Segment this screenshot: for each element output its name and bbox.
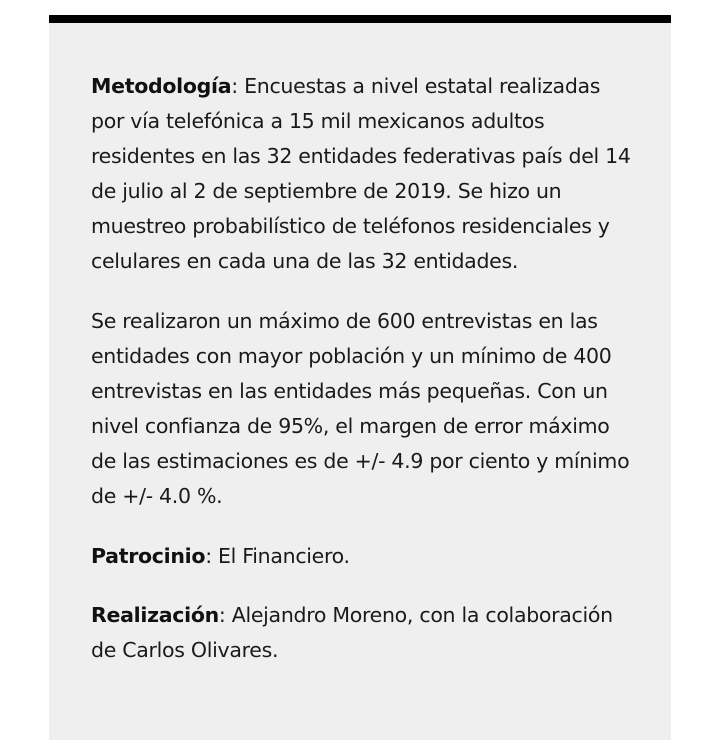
sampling-paragraph — [91, 304, 636, 514]
sampling-text: Se realizaron un máximo de 600 entrevistas en las entidades con mayor población y un mínimo de 400 entrevistas en las entidades más pequeñas. Con un nivel confianza de 95%, el margen de error máximo de las estimaciones es de +/- 4.9 por ciento y mínimo de +/- 4.0 %. — [91, 309, 630, 508]
methodology-label: Metodología — [91, 74, 232, 98]
methodology-content — [91, 69, 636, 693]
methodology-paragraph — [91, 69, 636, 279]
sponsorship-label: Patrocinio — [91, 544, 206, 568]
production-text: : Alejandro Moreno, con la colaboración de Carlos Olivares. — [91, 603, 613, 662]
production-paragraph — [91, 598, 636, 668]
sponsorship-text: : El Financiero. — [205, 544, 350, 568]
production-label: Realización — [91, 603, 219, 627]
sponsorship-paragraph — [91, 539, 636, 574]
methodology-text: : Encuestas a nivel estatal realizadas por vía telefónica a 15 mil mexicanos adultos residentes en las 32 entidades federativas país del 14 de julio al 2 de septiembre de 2019. Se hizo un muestreo probabilístico de teléfonos residenciales y celulares en cada una de las 32 entidades. — [91, 74, 631, 273]
methodology-box — [49, 15, 671, 740]
